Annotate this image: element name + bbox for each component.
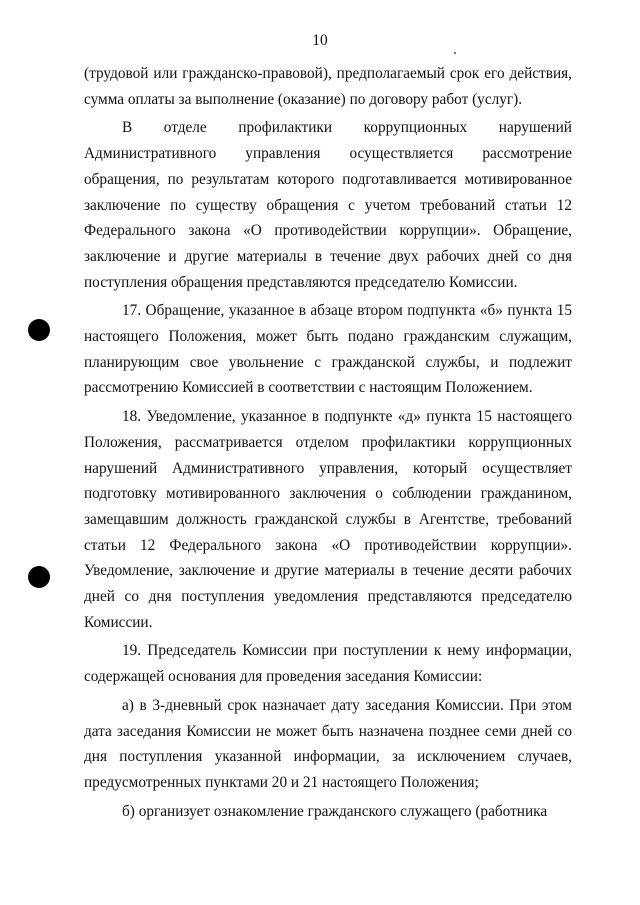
punch-hole-top	[28, 319, 50, 341]
paragraph-item-19: 19. Председатель Комиссии при поступлении к нему информации, содержащей основания для проведения заседания Комиссии:	[84, 642, 572, 686]
document-body	[84, 61, 572, 824]
page-number: 10	[312, 32, 328, 49]
paragraph-item-19b: б) организует ознакомление гражданского служащего (работника	[122, 802, 548, 820]
paragraph-item-19a: а) в 3-дневный срок назначает дату заседания Комиссии. При этом дата заседания Комиссии не может быть назначена позднее семи дней со дня поступления указанной информации, за исключением случаев, предусмотренных пунктами 20 и 21 настоящего Положения;	[84, 696, 572, 791]
paragraph-item-17: 17. Обращение, указанное в абзаце втором подпункта «б» пункта 15 настоящего Положения, может быть подано гражданским служащим, планирующим свое увольнение с гражданской службы, и подлежит рассмотрению Комиссией в соответствии с настоящим Положением.	[84, 302, 572, 397]
paragraph-item-18: 18. Уведомление, указанное в подпункте «д» пункта 15 настоящего Положения, рассматривается отделом профилактики коррупционных нарушений Административного управления, который осуществляет подготовку мотивированного заключения о соблюдении гражданином, замещавшим должность гражданской службы в Агентстве, требований статьи 12 Федерального закона «О противодействии коррупции». Уведомление, заключение и другие материалы в течение десяти рабочих дней со дня поступления уведомления представляются председателю Комиссии.	[84, 408, 572, 631]
scan-speck	[454, 52, 456, 54]
paragraph-continuation: (трудовой или гражданско-правовой), предполагаемый срок его действия, сумма оплаты за выполнение (оказание) по договору работ (услуг).	[84, 65, 572, 108]
punch-hole-bottom	[28, 566, 50, 588]
paragraph-review-process: В отделе профилактики коррупционных нарушений Административного управления осуществляется рассмотрение обращения, по результатам которого подготавливается мотивированное заключение по существу обращения с учетом требований статьи 12 Федерального закона «О противодействии коррупции». Обращение, заключение и другие материалы в течение двух рабочих дней со дня поступления обращения представляются председателю Комиссии.	[84, 119, 572, 291]
